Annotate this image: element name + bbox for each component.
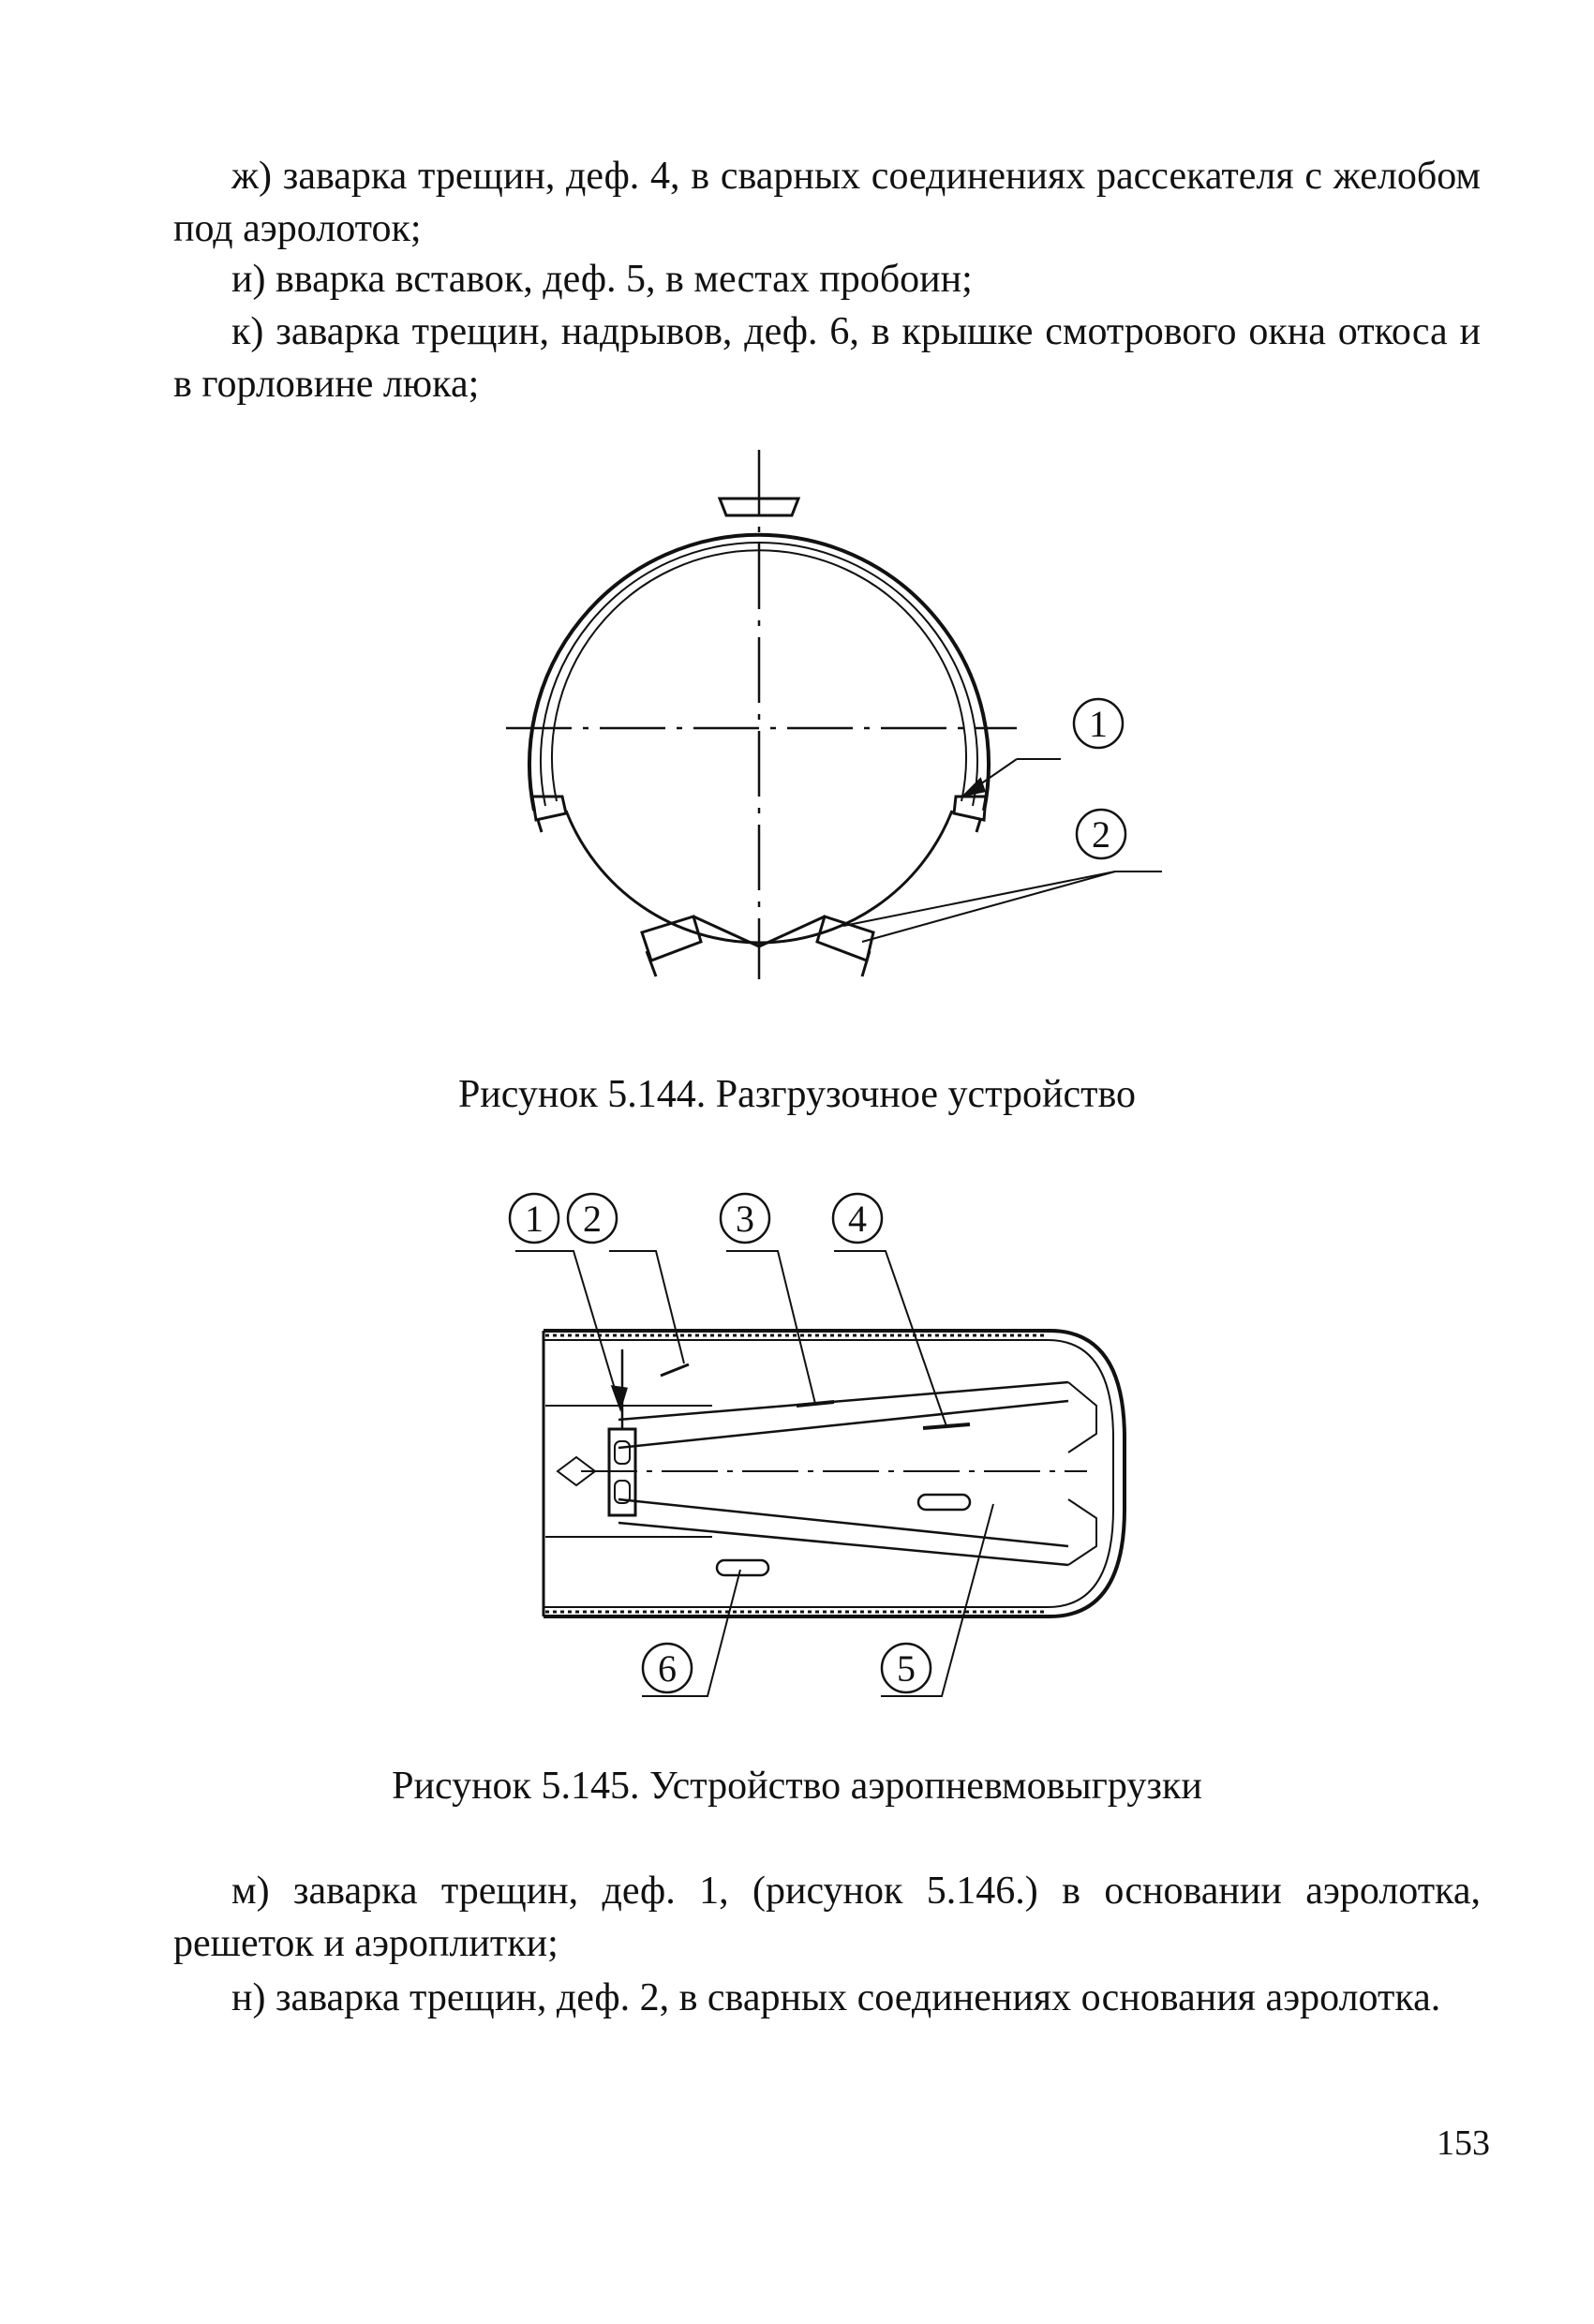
- callout-2-label: 2: [1092, 813, 1110, 856]
- page-number: 153: [1437, 2123, 1490, 2163]
- figure-unloading-device: [469, 440, 1143, 1003]
- figure-5-144-caption: Рисунок 5.144. Разгрузочное устройство: [457, 1073, 1137, 1116]
- callout-2-label: 2: [583, 1198, 602, 1240]
- callout-1-label: 1: [525, 1198, 544, 1240]
- callout-3-label: 3: [736, 1198, 754, 1240]
- paragraph-k: к) заварка трещин, надрывов, деф. 6, в крышке смотрового окна откоса и в горловине люка;: [173, 310, 1481, 406]
- figure-aeropneumatic-device: [487, 1190, 1143, 1715]
- paragraph-i: и) вварка вставок, деф. 5, в местах пробоин;: [231, 258, 973, 301]
- paragraph-zh: ж) заварка трещин, деф. 4, в сварных соединениях рассекателя с желобом под аэролоток;: [173, 155, 1481, 250]
- callout-1-label: 1: [1089, 703, 1108, 745]
- paragraph-m: м) заварка трещин, деф. 1, (рисунок 5.146.) в основании аэролотка, решеток и аэроплитки;: [173, 1870, 1481, 1965]
- figure-5-145-caption: Рисунок 5.145. Устройство аэропневмовыгрузки: [392, 1765, 1202, 1808]
- callout-4-label: 4: [848, 1198, 867, 1240]
- paragraph-n: н) заварка трещин, деф. 2, в сварных соединениях основания аэролотка.: [231, 1976, 1441, 2019]
- callout-6-label: 6: [658, 1647, 677, 1690]
- callout-5-label: 5: [897, 1647, 916, 1690]
